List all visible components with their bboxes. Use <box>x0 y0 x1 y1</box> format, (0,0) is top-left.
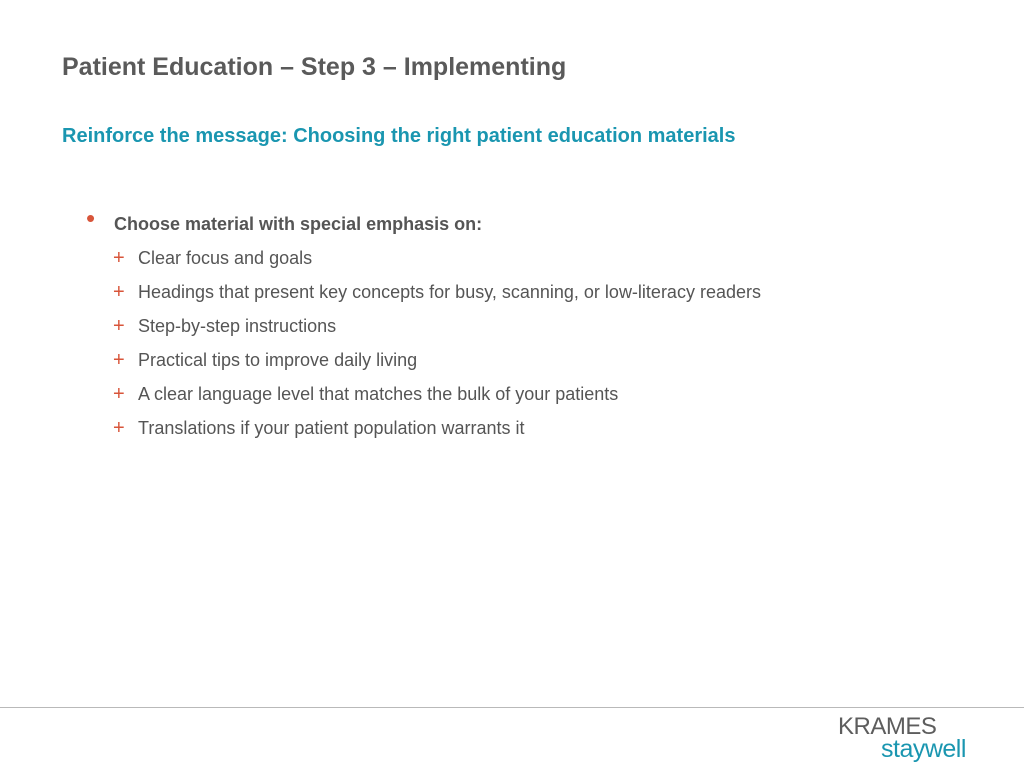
sub-bullet-list <box>0 242 1024 446</box>
plus-icon: + <box>113 247 125 269</box>
list-item-text: Step-by-step instructions <box>138 316 337 336</box>
footer-divider <box>0 707 1024 708</box>
slide-subtitle: Reinforce the message: Choosing the right patient education materials <box>62 125 736 147</box>
bullet-dot-icon: • <box>86 203 96 233</box>
list-item-text: Translations if your patient population warrants it <box>138 418 525 438</box>
plus-icon: + <box>113 315 125 337</box>
list-item <box>0 378 1024 412</box>
logo-wordmark-staywell: staywell <box>881 735 966 763</box>
list-item <box>0 412 1024 446</box>
list-item-text: Headings that present key concepts for busy, scanning, or low-literacy readers <box>138 282 761 302</box>
list-item <box>0 310 1024 344</box>
list-item <box>0 344 1024 378</box>
list-item <box>0 276 1024 310</box>
plus-icon: + <box>113 417 125 439</box>
slide-title: Patient Education – Step 3 – Implementing <box>62 53 567 81</box>
list-item <box>0 242 1024 276</box>
main-bullet-text: Choose material with special emphasis on: <box>114 214 483 234</box>
plus-icon: + <box>113 349 125 371</box>
main-bullet <box>0 203 1024 240</box>
logo-wordmark-krames: KRAMES <box>838 713 937 740</box>
plus-icon: + <box>113 281 125 303</box>
krames-staywell-logo <box>838 714 978 764</box>
bullet-content <box>0 203 1024 446</box>
list-item-text: A clear language level that matches the bulk of your patients <box>138 384 619 404</box>
list-item-text: Practical tips to improve daily living <box>138 350 418 370</box>
plus-icon: + <box>113 383 125 405</box>
list-item-text: Clear focus and goals <box>138 248 313 268</box>
